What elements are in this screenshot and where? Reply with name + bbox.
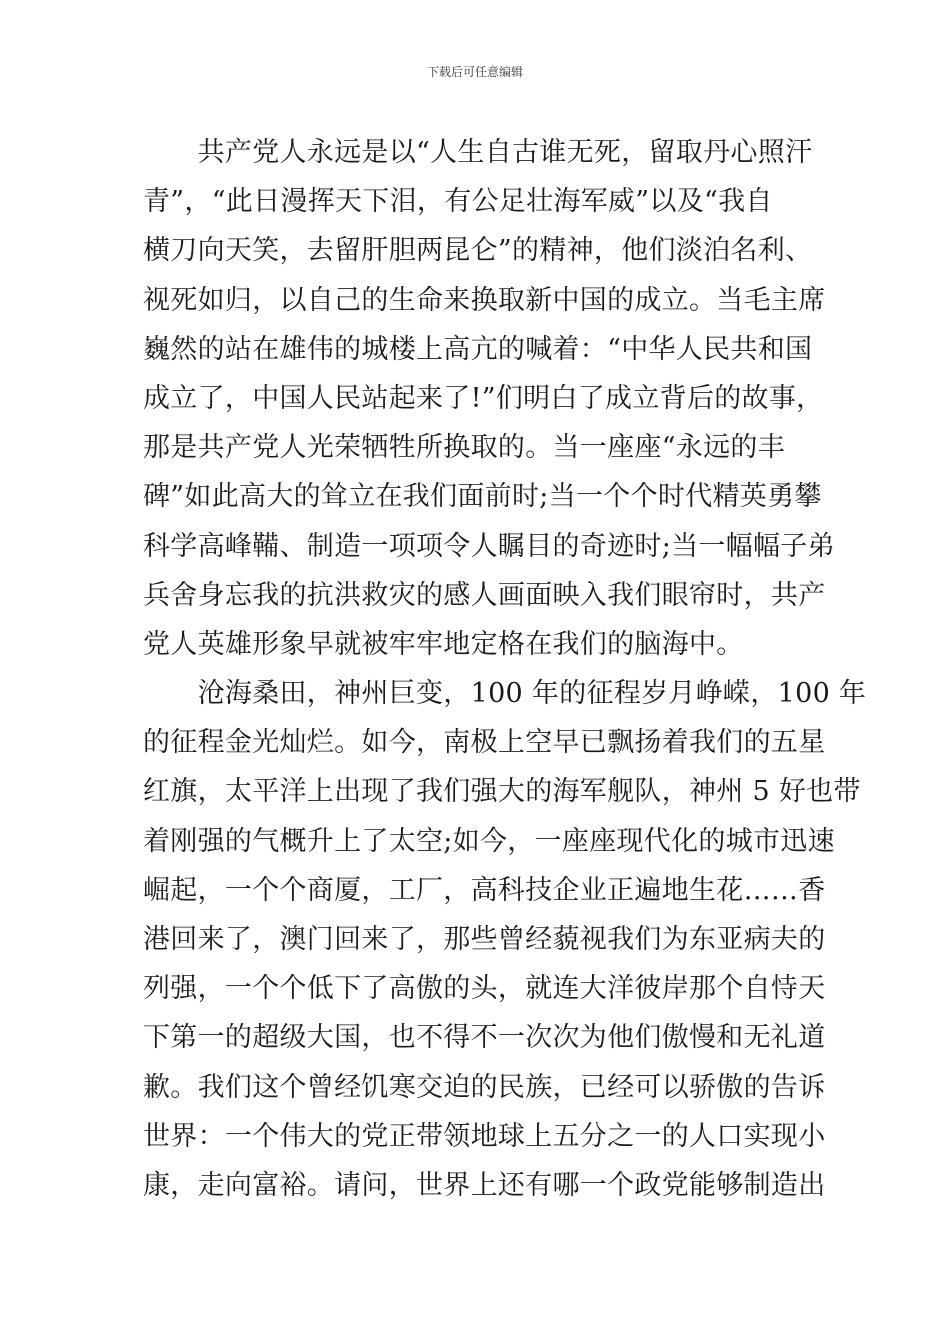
- text-line: 巍然的站在雄伟的城楼上高亢的喊着：“中华人民共和国: [143, 333, 813, 365]
- text-line: 着刚强的气概升上了太空;如今，一座座现代化的城市迅速: [143, 825, 835, 857]
- text-line: 兵舍身忘我的抗洪救灾的感人画面映入我们眼帘时，共产: [143, 579, 826, 611]
- paragraph-2: [143, 669, 867, 1210]
- text-line: 的征程金光灿烂。如今，南极上空早已飘扬着我们的五星: [143, 727, 826, 759]
- page-header: 下载后可任意编辑: [426, 65, 523, 79]
- text-line: 党人英雄形象早就被牢牢地定格在我们的脑海中。: [143, 628, 744, 660]
- text-line: 歉。我们这个曾经饥寒交迫的民族，已经可以骄傲的告诉: [143, 1071, 826, 1103]
- text-line: 青”，“此日漫挥天下泪，有公足壮海军威”以及“我自: [143, 186, 773, 218]
- text-line: 共产党人永远是以“人生自古谁无死，留取丹心照汗: [143, 137, 813, 168]
- text-line: 崛起，一个个商厦，工厂，高科技企业正遍地生花……香: [143, 874, 826, 906]
- text-line: 红旗，太平洋上出现了我们强大的海军舰队，神州 5 好也带: [143, 776, 861, 808]
- text-line: 碑”如此高大的耸立在我们面前时;当一个个时代精英勇攀: [143, 481, 822, 513]
- text-line: 那是共产党人光荣牺牲所换取的。当一座座“永远的丰: [143, 432, 786, 464]
- text-line: 康，走向富裕。请问，世界上还有哪一个政党能够制造出: [143, 1169, 826, 1201]
- document-body: [143, 128, 867, 1210]
- text-line: 列强，一个个低下了高傲的头，就连大洋彼岸那个自恃天: [143, 973, 826, 1005]
- text-line: 下第一的超级大国，也不得不一次次为他们傲慢和无礼道: [143, 1022, 826, 1054]
- paragraph-1: [143, 128, 835, 669]
- text-line: 沧海桑田，神州巨变，100 年的征程岁月峥嵘，100 年: [143, 678, 867, 710]
- text-line: 世界：一个伟大的党正带领地球上五分之一的人口实现小: [143, 1120, 826, 1152]
- text-line: 科学高峰鞴、制造一项项令人瞩目的奇迹时;当一幅幅子弟: [143, 530, 835, 562]
- text-line: 成立了，中国人民站起来了!”们明白了成立背后的故事，: [143, 382, 824, 414]
- text-line: 视死如归，以自己的生命来换取新中国的成立。当毛主席: [143, 284, 826, 316]
- text-line: 横刀向天笑，去留肝胆两昆仑”的精神，他们淡泊名利、: [143, 235, 813, 267]
- text-line: 港回来了，澳门回来了，那些曾经藐视我们为东亚病夫的: [143, 924, 826, 955]
